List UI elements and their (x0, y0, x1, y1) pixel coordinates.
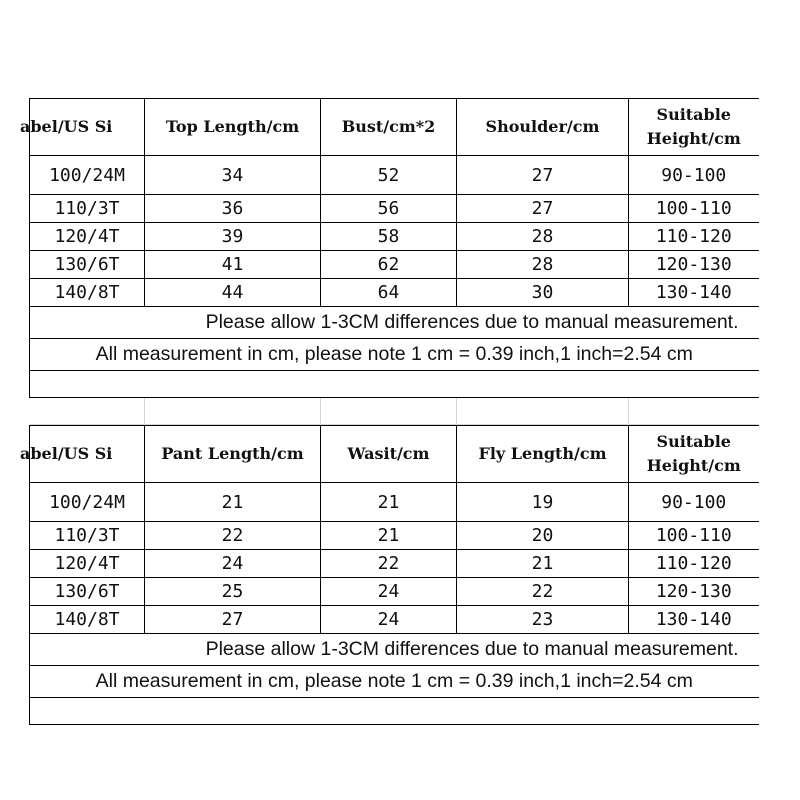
cell-top-length: 36 (145, 195, 321, 223)
cell-height: 120-130 (629, 578, 759, 606)
table-row (30, 550, 759, 578)
table-row (30, 606, 759, 634)
cell-waist: 24 (321, 578, 457, 606)
cell-size: 100/24M (30, 156, 145, 195)
spacer-cell (629, 398, 759, 425)
pant-size-table (20, 425, 759, 725)
cell-waist: 21 (321, 522, 457, 550)
cell-shoulder: 27 (457, 156, 629, 195)
header-waist: Wasit/cm (321, 426, 457, 483)
cell-shoulder: 28 (457, 223, 629, 251)
cell-bust: 56 (321, 195, 457, 223)
size-chart-sheet (20, 98, 758, 725)
table-row (30, 578, 759, 606)
blank-row (30, 371, 759, 398)
header-top-length: Top Length/cm (145, 99, 321, 156)
spacer-cell (30, 398, 145, 425)
table-row (30, 223, 759, 251)
cell-shoulder: 30 (457, 279, 629, 307)
cell-height: 120-130 (629, 251, 759, 279)
blank-cell (30, 698, 759, 725)
cell-size: 140/8T (30, 606, 145, 634)
unit-conversion-note: All measurement in cm, please note 1 cm = 0.39 inch,1 inch=2.54 cm (30, 666, 759, 698)
table-row (30, 483, 759, 522)
cell-top-length: 34 (145, 156, 321, 195)
measurement-note-row (30, 634, 759, 666)
spacer-cell (457, 398, 629, 425)
measurement-note-row (30, 307, 759, 339)
unit-note-row (30, 339, 759, 371)
cell-waist: 22 (321, 550, 457, 578)
table-row (30, 251, 759, 279)
spacer-row (30, 398, 759, 425)
header-suitable-height: Suitable Height/cm (629, 426, 759, 483)
cell-size: 120/4T (30, 550, 145, 578)
table-row (30, 156, 759, 195)
cell-pant-length: 24 (145, 550, 321, 578)
cell-height: 90-100 (629, 156, 759, 195)
cell-shoulder: 27 (457, 195, 629, 223)
cell-height: 110-120 (629, 550, 759, 578)
cell-height: 110-120 (629, 223, 759, 251)
header-size-label: abel/US Si (30, 99, 145, 156)
cell-top-length: 39 (145, 223, 321, 251)
cell-top-length: 41 (145, 251, 321, 279)
cell-waist: 24 (321, 606, 457, 634)
blank-row (30, 698, 759, 725)
cell-size: 110/3T (30, 195, 145, 223)
table-row (30, 279, 759, 307)
cell-size: 120/4T (30, 223, 145, 251)
header-pant-length: Pant Length/cm (145, 426, 321, 483)
cell-bust: 64 (321, 279, 457, 307)
cell-fly-length: 19 (457, 483, 629, 522)
cell-height: 100-110 (629, 195, 759, 223)
table-header-row (30, 99, 759, 156)
measurement-tolerance-note: Please allow 1-3CM differences due to manual measurement. (30, 634, 759, 666)
cell-fly-length: 23 (457, 606, 629, 634)
spacer-cell (321, 398, 457, 425)
cell-pant-length: 22 (145, 522, 321, 550)
cell-pant-length: 21 (145, 483, 321, 522)
cell-height: 90-100 (629, 483, 759, 522)
cell-pant-length: 25 (145, 578, 321, 606)
cell-fly-length: 20 (457, 522, 629, 550)
cell-size: 130/6T (30, 251, 145, 279)
table-row (30, 522, 759, 550)
header-suitable-height: Suitable Height/cm (629, 99, 759, 156)
cell-fly-length: 21 (457, 550, 629, 578)
header-fly-length: Fly Length/cm (457, 426, 629, 483)
cell-height: 130-140 (629, 279, 759, 307)
cell-bust: 58 (321, 223, 457, 251)
top-size-table (20, 98, 759, 425)
cell-top-length: 44 (145, 279, 321, 307)
cell-size: 110/3T (30, 522, 145, 550)
header-bust: Bust/cm*2 (321, 99, 457, 156)
blank-cell (30, 371, 759, 398)
cell-height: 100-110 (629, 522, 759, 550)
table-row (30, 195, 759, 223)
measurement-tolerance-note: Please allow 1-3CM differences due to manual measurement. (30, 307, 759, 339)
cell-bust: 52 (321, 156, 457, 195)
cell-size: 100/24M (30, 483, 145, 522)
cell-fly-length: 22 (457, 578, 629, 606)
unit-conversion-note: All measurement in cm, please note 1 cm = 0.39 inch,1 inch=2.54 cm (30, 339, 759, 371)
table-header-row (30, 426, 759, 483)
header-size-label: abel/US Si (30, 426, 145, 483)
cell-size: 140/8T (30, 279, 145, 307)
spacer-cell (145, 398, 321, 425)
cell-height: 130-140 (629, 606, 759, 634)
cell-waist: 21 (321, 483, 457, 522)
cell-size: 130/6T (30, 578, 145, 606)
cell-bust: 62 (321, 251, 457, 279)
unit-note-row (30, 666, 759, 698)
cell-shoulder: 28 (457, 251, 629, 279)
header-shoulder: Shoulder/cm (457, 99, 629, 156)
cell-pant-length: 27 (145, 606, 321, 634)
